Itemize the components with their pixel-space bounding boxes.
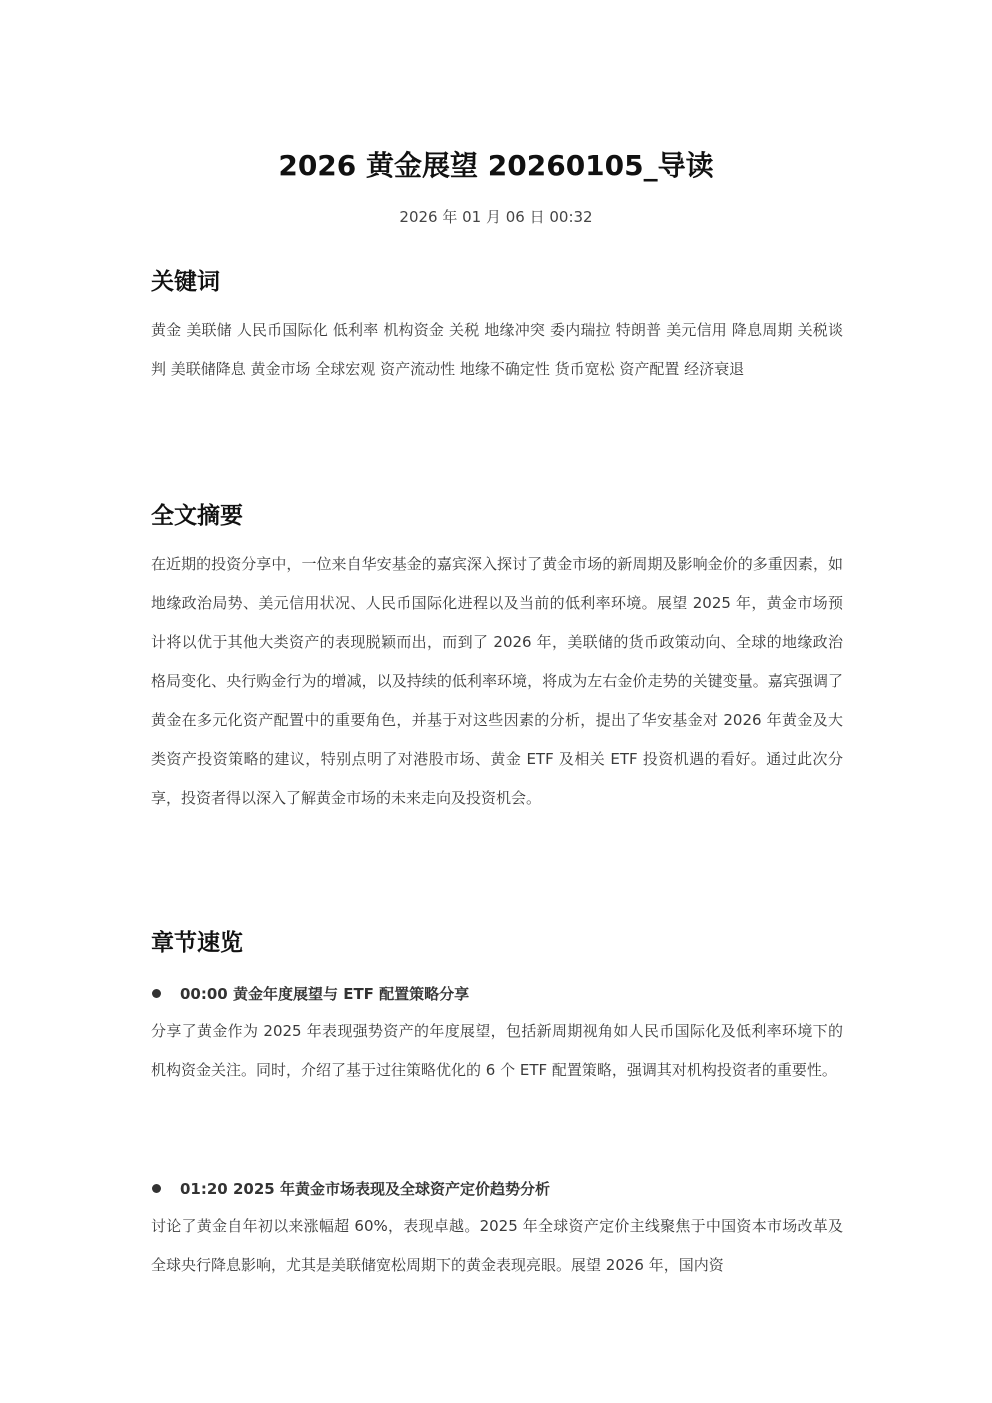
- summary-text: 在近期的投资分享中，一位来自华安基金的嘉宾深入探讨了黄金市场的新周期及影响金价的多重因素，如地缘政治局势、美元信用状况、人民币国际化进程以及当前的低利率环境。展望 2025 年，黄金市场预计将以优于其他大类资产的表现脱颖而出，而到了 2026 年，美联储的货币政策动向、全球的地缘政治格局变化、央行购金行为的增减，以及持续的低利率环境，将成为左右金价走势的关键变量。嘉宾强调了黄金在多元化资产配置中的重要角色，并基于对这些因素的分析，提出了华安基金对 2026 年黄金及大类资产投资策略的建议，特别点明了对港股市场、黄金 ETF 及相关 ETF 投资机遇的看好。通过此次分享，投资者得以深入了解黄金市场的未来走向及投资机会。: [151, 555, 843, 807]
- chapter-item: [151, 1175, 843, 1285]
- chapters-heading: 章节速览: [151, 930, 243, 956]
- chapter-title: 01:20 2025 年黄金市场表现及全球资产定价趋势分析: [180, 1179, 550, 1198]
- keywords-section: [151, 266, 843, 389]
- keywords-heading: 关键词: [151, 269, 220, 295]
- document-date: 2026 年 01 月 06 日 00:32: [399, 208, 593, 226]
- chapters-section: [151, 927, 843, 959]
- chapter-header: [151, 980, 843, 1006]
- chapter-text: 分享了黄金作为 2025 年表现强势资产的年度展望，包括新周期视角如人民币国际化及低利率环境下的机构资金关注。同时，介绍了基于过往策略优化的 6 个 ETF 配置策略，强调其对机构投资者的重要性。: [151, 1022, 843, 1079]
- bullet-icon: [152, 1184, 161, 1193]
- chapter-text: 讨论了黄金自年初以来涨幅超 60%，表现卓越。2025 年全球资产定价主线聚焦于中国资本市场改革及全球央行降息影响，尤其是美联储宽松周期下的黄金表现亮眼。展望 2026 年，国内资: [151, 1217, 843, 1274]
- chapter-title: 00:00 黄金年度展望与 ETF 配置策略分享: [180, 984, 470, 1003]
- keywords-text: 黄金 美联储 人民币国际化 低利率 机构资金 关税 地缘冲突 委内瑞拉 特朗普 美元信用 降息周期 关税谈判 美联储降息 黄金市场 全球宏观 资产流动性 地缘不确定性 货币宽松 资产配置 经济衰退: [151, 321, 843, 378]
- chapter-header: [151, 1175, 843, 1201]
- summary-section: [151, 500, 843, 818]
- bullet-icon: [152, 989, 161, 998]
- document-title: 2026 黄金展望 20260105_导读: [278, 149, 714, 182]
- chapter-item: [151, 980, 843, 1090]
- summary-heading: 全文摘要: [151, 503, 243, 529]
